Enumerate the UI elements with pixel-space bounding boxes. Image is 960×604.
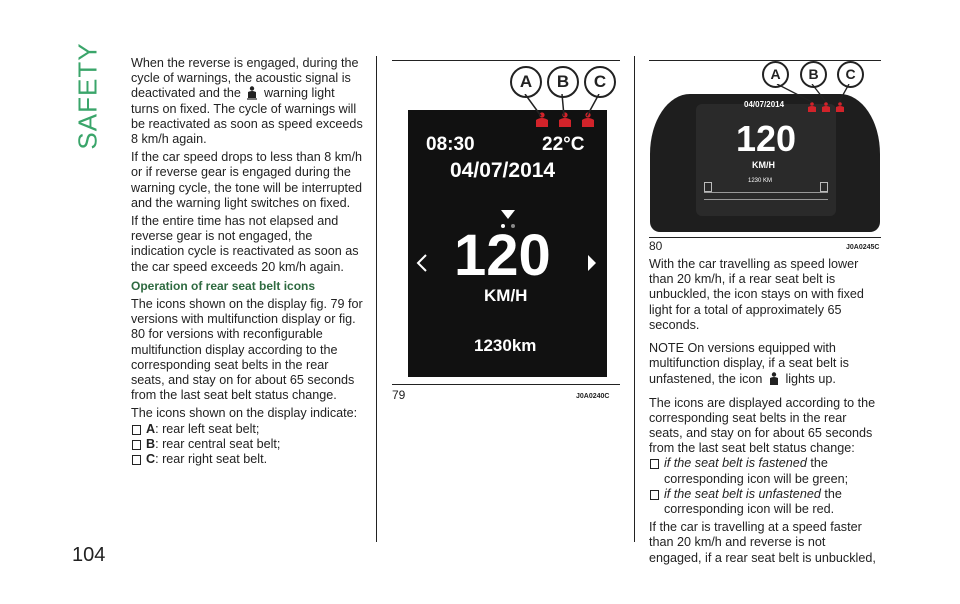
bullet-em: if the seat belt is unfastened [664,486,821,501]
left-gauge-icon [704,182,712,192]
figure-code: J0A0240C [576,393,610,400]
paragraph [649,341,881,388]
paragraph: With the car travelling as speed lower than 20 km/h, if a rear seat belt is unbuckled, the icon stays on with fixed light for a total of approximately 65 seconds. [649,257,864,332]
column-divider-left [376,56,377,542]
arrow-right-icon [586,254,598,272]
date: 04/07/2014 [744,100,785,109]
paragraph: The icons are displayed according to the corresponding seat belts in the rear seats, and stay on for about 65 seconds from the last seat belt status change: [649,395,876,456]
bullet-text: : rear left seat belt; [155,421,260,436]
outside-temp: 22°C [542,134,585,155]
callout-c: C [584,66,616,98]
speed-unit: KM/H [752,160,775,170]
multifunction-display [408,110,607,377]
callout-leaders [773,84,853,104]
paragraph: If the car is travelling at a speed faster than 20 km/h and reverse is not engaged, if a rear seat belt is unbuckled, [649,520,876,565]
bullet-text: : rear central seat belt; [155,436,281,451]
callout-a: A [510,66,542,98]
list-item [649,487,881,517]
bullet-em: if the seat belt is fastened [664,456,807,471]
text-column-right [649,257,881,569]
callout-b: B [800,61,827,88]
list-item [131,452,363,467]
seatbelt-warning-icon [768,371,780,387]
seatbelt-warning-icon [246,86,258,100]
figure-top-rule [392,60,620,61]
bullet-box-icon [650,490,659,500]
figure-number: 79 [392,388,406,402]
paragraph: If the entire time has not elapsed and reverse gear is not engaged, the indication cycle is reactivated as soon as the car speed exceeds 20 km/h again. [131,214,359,274]
bullet-text: : rear right seat belt. [155,452,268,467]
text-column-left [131,56,363,467]
arrow-left-icon [416,254,428,272]
paragraph: The icons shown on the display indicate: [131,406,358,421]
figure-caption-rule [649,237,881,238]
bullet-key: C [146,452,156,467]
text: When the reverse is engaged, during the cycle of warnings, the acoustic signal is deactivated and the [131,56,359,101]
bullet-box-icon [132,425,141,435]
paragraph: If the car speed drops to less than 8 km/h or if reverse gear is engaged during the warning cycle, the tone will be interrupted and the warning light switches on fixed. [131,150,363,210]
date: 04/07/2014 [450,159,556,182]
bullet-text: the corresponding icon will be green; [664,456,849,486]
reconfigurable-display [650,94,880,232]
section-title-text: SAFETY [72,42,103,150]
bullet-key: B [146,436,156,451]
figure-number: 80 [649,239,663,253]
bullet-box-icon [132,455,141,465]
text: warning light turns on fixed. The cycle of warnings will be reactivated as soon as speed exceeds 8 km/h again. [131,86,363,147]
triangle-down-icon [501,210,515,220]
page-number: 104 [72,544,106,566]
callout-b: B [547,66,579,98]
section-title [66,42,110,150]
text: lights up. [785,372,836,387]
paragraph [131,56,363,147]
speed-unit: KM/H [484,286,528,305]
bottom-gauge-bar [704,192,828,200]
paragraph: The icons shown on the display fig. 79 for versions with multifunction display or fig. 80 for versions with reconfigurable multifunction display according to the corresponding seat belts in the rear seats, and stay on for about 65 seconds from the last seat belt status change. [131,297,363,403]
bullet-text: the corresponding icon will be red. [664,486,842,517]
callout-a: A [762,61,789,88]
bullet-box-icon [132,440,141,450]
clock-time: 08:30 [426,134,475,155]
right-gauge-icon [820,182,828,192]
speed-value: 120 [736,118,797,159]
list-item [131,422,363,437]
callout-leaders [520,94,610,118]
list-item [649,456,881,486]
bullet-key: A [146,421,156,436]
column-divider-right [634,56,635,542]
text: NOTE On versions equipped with multifunction display, if a seat belt is unfastened, the icon [649,341,849,387]
figure-caption-rule [392,384,620,385]
speed-value: 120 [454,223,551,288]
list-item [131,437,363,452]
odometer: 1230 KM [748,178,773,184]
odometer: 1230km [474,336,537,355]
bullet-box-icon [650,459,659,469]
callout-c: C [837,61,864,88]
figure-code: J0A0245C [846,244,880,251]
subheading: Operation of rear seat belt icons [131,278,316,293]
